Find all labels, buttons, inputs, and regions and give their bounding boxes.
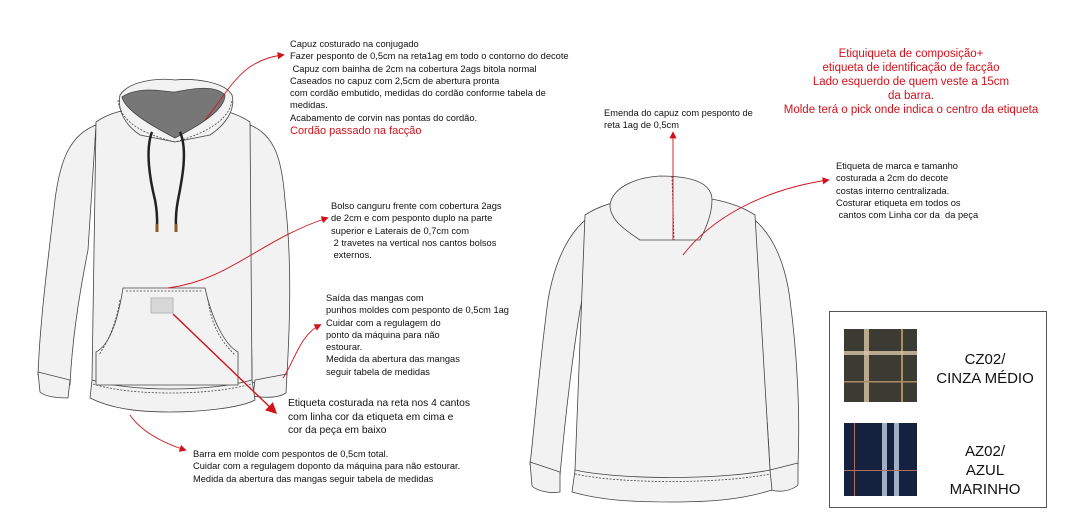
note-line: medidas. (290, 100, 328, 111)
hem-note (193, 448, 460, 485)
note-line: Etiqueta de marca e tamanho (836, 161, 958, 171)
note-line: Molde terá o pick onde indica o centro da etiqueta (783, 104, 1039, 116)
note-line: externos. (331, 250, 372, 261)
note-line: superior e Laterais de 0,7cm com (331, 225, 469, 236)
composition-note (766, 47, 1056, 117)
swatch-name: CINZA MÉDIO (936, 370, 1034, 387)
note-line: estourar. (326, 342, 363, 353)
note-line: com linha cor da etiqueta em cima e (288, 411, 454, 423)
hood-note (290, 38, 569, 138)
note-line: Bolso canguru frente com cobertura 2ags (331, 201, 502, 211)
swatch-code: CZ02/ (964, 351, 1006, 368)
note-line: ponto da máquina para não (326, 329, 440, 340)
note-line: seguir tabela de medidas (326, 366, 430, 377)
swatch-cinza-medio (844, 329, 917, 402)
swatch-name: AZUL MARINHO (949, 462, 1021, 498)
note-line-red: Cordão passado na facção (290, 125, 422, 138)
note-line: Fazer pesponto de 0,5cm na reta1ag em todo o contorno do decote (290, 51, 569, 62)
note-line: reta 1ag de 0,5cm (604, 120, 679, 131)
note-line: de 2cm e com pesponto duplo na parte (331, 213, 493, 224)
note-line: Cuidar com a regulagem do (326, 317, 441, 328)
label-note (288, 397, 470, 438)
note-line: Saída das mangas com (326, 293, 424, 303)
swatch-code: AZ02/ (964, 443, 1006, 460)
front-hoodie (38, 79, 290, 412)
color-swatch-panel (829, 311, 1047, 508)
note-line: Emenda do capuz com pesponto de (604, 108, 753, 118)
left-sleeve (38, 125, 96, 385)
sleeves-note (326, 292, 509, 378)
hood-seam-note (604, 107, 753, 132)
note-line: Costurar etiqueta em todos os (836, 197, 961, 208)
note-line: cor da peça em baixo (288, 425, 387, 436)
note-line: 2 travetes na vertical nos cantos bolsos (331, 237, 497, 248)
brand-label-note (836, 160, 978, 221)
note-line: Lado esquerdo de quem veste a 15cm (812, 76, 1010, 88)
note-line: Capuz costurado na conjugado (290, 39, 419, 49)
note-line: costurada a 2cm do decote (836, 173, 949, 184)
note-line: etiqueta de identificação de facção (822, 62, 1000, 74)
note-line: costas interno centralizada. (836, 185, 950, 196)
note-line: punhos moldes com pesponto de 0,5cm 1ag (326, 305, 509, 316)
swatch-label-azul (930, 442, 1040, 499)
swatch-label-cinza (930, 350, 1040, 388)
pocket-note (331, 200, 502, 261)
note-line: Etiquiqueta de composição+ (838, 48, 984, 60)
back-body (572, 198, 772, 502)
arrow-hem (130, 415, 185, 450)
note-line: Barra em molde com pespontos de 0,5cm total. (193, 449, 389, 459)
note-line: cantos com Linha cor da da peça (836, 210, 979, 221)
note-line: Caseados no capuz com 2,5cm de abertura pronta (290, 75, 500, 86)
note-line: Etiqueta costurada na reta nos 4 cantos (288, 398, 471, 409)
swatch-azul-marinho (844, 423, 917, 496)
note-line: Cuidar com a regulagem doponto da máquina para não estourar. (193, 461, 461, 472)
note-line: Acabamento de corvin nas pontas do cordão. (290, 112, 478, 123)
note-line: com cordão embutido, medidas do cordão conforme tabela de (290, 88, 546, 99)
front-label (151, 298, 173, 313)
note-line: Medida da abertura das mangas (326, 354, 460, 365)
note-line: Medida da abertura das mangas seguir tabela de medidas (193, 473, 434, 484)
back-hoodie (530, 176, 799, 502)
note-line: da barra. (887, 90, 935, 102)
note-line: Capuz com bainha de 2cm na cobertura 2ags bitola normal (290, 63, 537, 74)
